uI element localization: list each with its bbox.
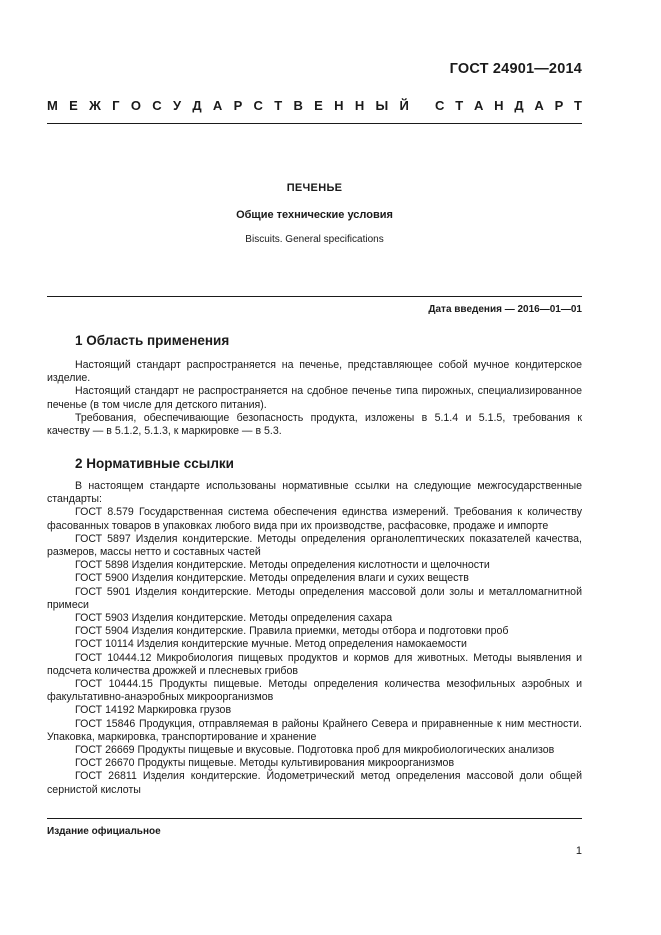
paragraph: Настоящий стандарт не распространяется на сдобное печенье типа пирожных, специализированное печенье (в том числе для детского питания). [47, 385, 582, 411]
paragraph: Требования, обеспечивающие безопасность продукта, изложены в 5.1.4 и 5.1.5, требования к качеству — в 5.1.2, 5.1.3, к маркировке — в 5.3. [47, 411, 582, 438]
reference-item: ГОСТ 5897 Изделия кондитерские. Методы определения органолептических показателей качества, размеров, массы нетто и составных частей [47, 532, 582, 559]
standard-banner [47, 98, 582, 113]
reference-item: ГОСТ 5903 Изделия кондитерские. Методы определения сахара [75, 612, 393, 625]
section-heading-scope: 1 Область применения [75, 333, 230, 348]
reference-item: ГОСТ 26670 Продукты пищевые. Методы культивирования микроорганизмов [75, 757, 455, 770]
section-heading-references: 2 Нормативные ссылки [75, 456, 234, 471]
reference-item: ГОСТ 26811 Изделия кондитерские. Йодометрический метод определения массовой доли общей сернистой кислоты [47, 770, 582, 796]
banner-letter: Й [399, 98, 409, 113]
banner-letter: Т [574, 98, 582, 113]
page-number: 1 [575, 845, 582, 857]
title-rule [47, 296, 582, 297]
banner-letter: Т [274, 98, 283, 113]
edition-label: Издание официальное [47, 826, 161, 837]
banner-letter: М [47, 98, 58, 113]
reference-item: ГОСТ 5904 Изделия кондитерские. Правила приемки, методы отбора и подготовки проб [75, 625, 509, 638]
banner-letter: А [473, 98, 484, 113]
reference-item: ГОСТ 10114 Изделия кондитерские мучные. Метод определения намокаемости [75, 638, 467, 651]
banner-letter: Е [69, 98, 78, 113]
footer-rule [47, 818, 582, 819]
banner-letter: В [293, 98, 303, 113]
introduction-date: Дата введения — 2016—01—01 [428, 304, 582, 315]
section-body-scope [47, 359, 582, 438]
banner-letter: Д [514, 98, 524, 113]
document-code: ГОСТ 24901—2014 [449, 61, 582, 77]
banner-letter: Н [334, 98, 344, 113]
document-title: ПЕЧЕНЬЕ [286, 182, 343, 194]
banner-letter: Ж [89, 98, 101, 113]
banner-word-standard [435, 98, 582, 113]
reference-item: ГОСТ 14192 Маркировка грузов [75, 704, 232, 717]
banner-letter: Р [233, 98, 243, 113]
paragraph: В настоящем стандарте использованы нормативные ссылки на следующие межгосударственные стандарты: [47, 480, 582, 506]
banner-letter: Р [554, 98, 564, 113]
banner-letter: Т [455, 98, 464, 113]
document-subtitle: Общие технические условия [236, 209, 393, 221]
banner-letter: С [152, 98, 162, 113]
reference-item: ГОСТ 10444.12 Микробиология пищевых продуктов и кормов для животных. Методы выявления и подсчета количества дрожжей и плесневых грибов [47, 651, 582, 677]
reference-item: ГОСТ 26669 Продукты пищевые и вкусовые. Подготовка проб для микробиологических анализов [75, 744, 555, 757]
banner-letter: Н [494, 98, 504, 113]
banner-letter: С [435, 98, 445, 113]
reference-item: ГОСТ 8.579 Государственная система обеспечения единства измерений. Требования к количеству фасованных товаров в упаковках любого вида при их производстве, расфасовке, продаже и импорте [47, 506, 582, 532]
banner-letter: С [253, 98, 263, 113]
banner-letter: У [172, 98, 182, 113]
document-title-english: Biscuits. General specifications [245, 234, 384, 245]
banner-letter: Е [314, 98, 323, 113]
banner-letter: А [534, 98, 544, 113]
banner-letter: Д [192, 98, 202, 113]
header-rule [47, 123, 582, 124]
section-body-references [47, 480, 582, 797]
banner-letter: О [130, 98, 141, 113]
reference-item: ГОСТ 10444.15 Продукты пищевые. Методы определения количества мезофильных аэробных и факультативно-анаэробных микроорганизмов [47, 678, 582, 704]
banner-letter: Г [112, 98, 120, 113]
banner-letter: Н [354, 98, 365, 113]
reference-item: ГОСТ 5898 Изделия кондитерские. Методы определения кислотности и щелочности [75, 559, 490, 572]
reference-item: ГОСТ 15846 Продукция, отправляемая в районы Крайнего Севера и приравненные к ним местности. Упаковка, маркировка, транспортирование и хранение [47, 717, 582, 743]
banner-letter: А [212, 98, 223, 113]
banner-word-interstate [47, 98, 409, 113]
paragraph: Настоящий стандарт распространяется на печенье, представляющее собой мучное кондитерское изделие. [47, 359, 582, 385]
reference-item: ГОСТ 5900 Изделия кондитерские. Методы определения влаги и сухих веществ [75, 572, 469, 585]
reference-item: ГОСТ 5901 Изделия кондитерские. Методы определения массовой доли золы и металломагнитной примеси [47, 585, 582, 611]
banner-letter: Ы [375, 98, 389, 113]
